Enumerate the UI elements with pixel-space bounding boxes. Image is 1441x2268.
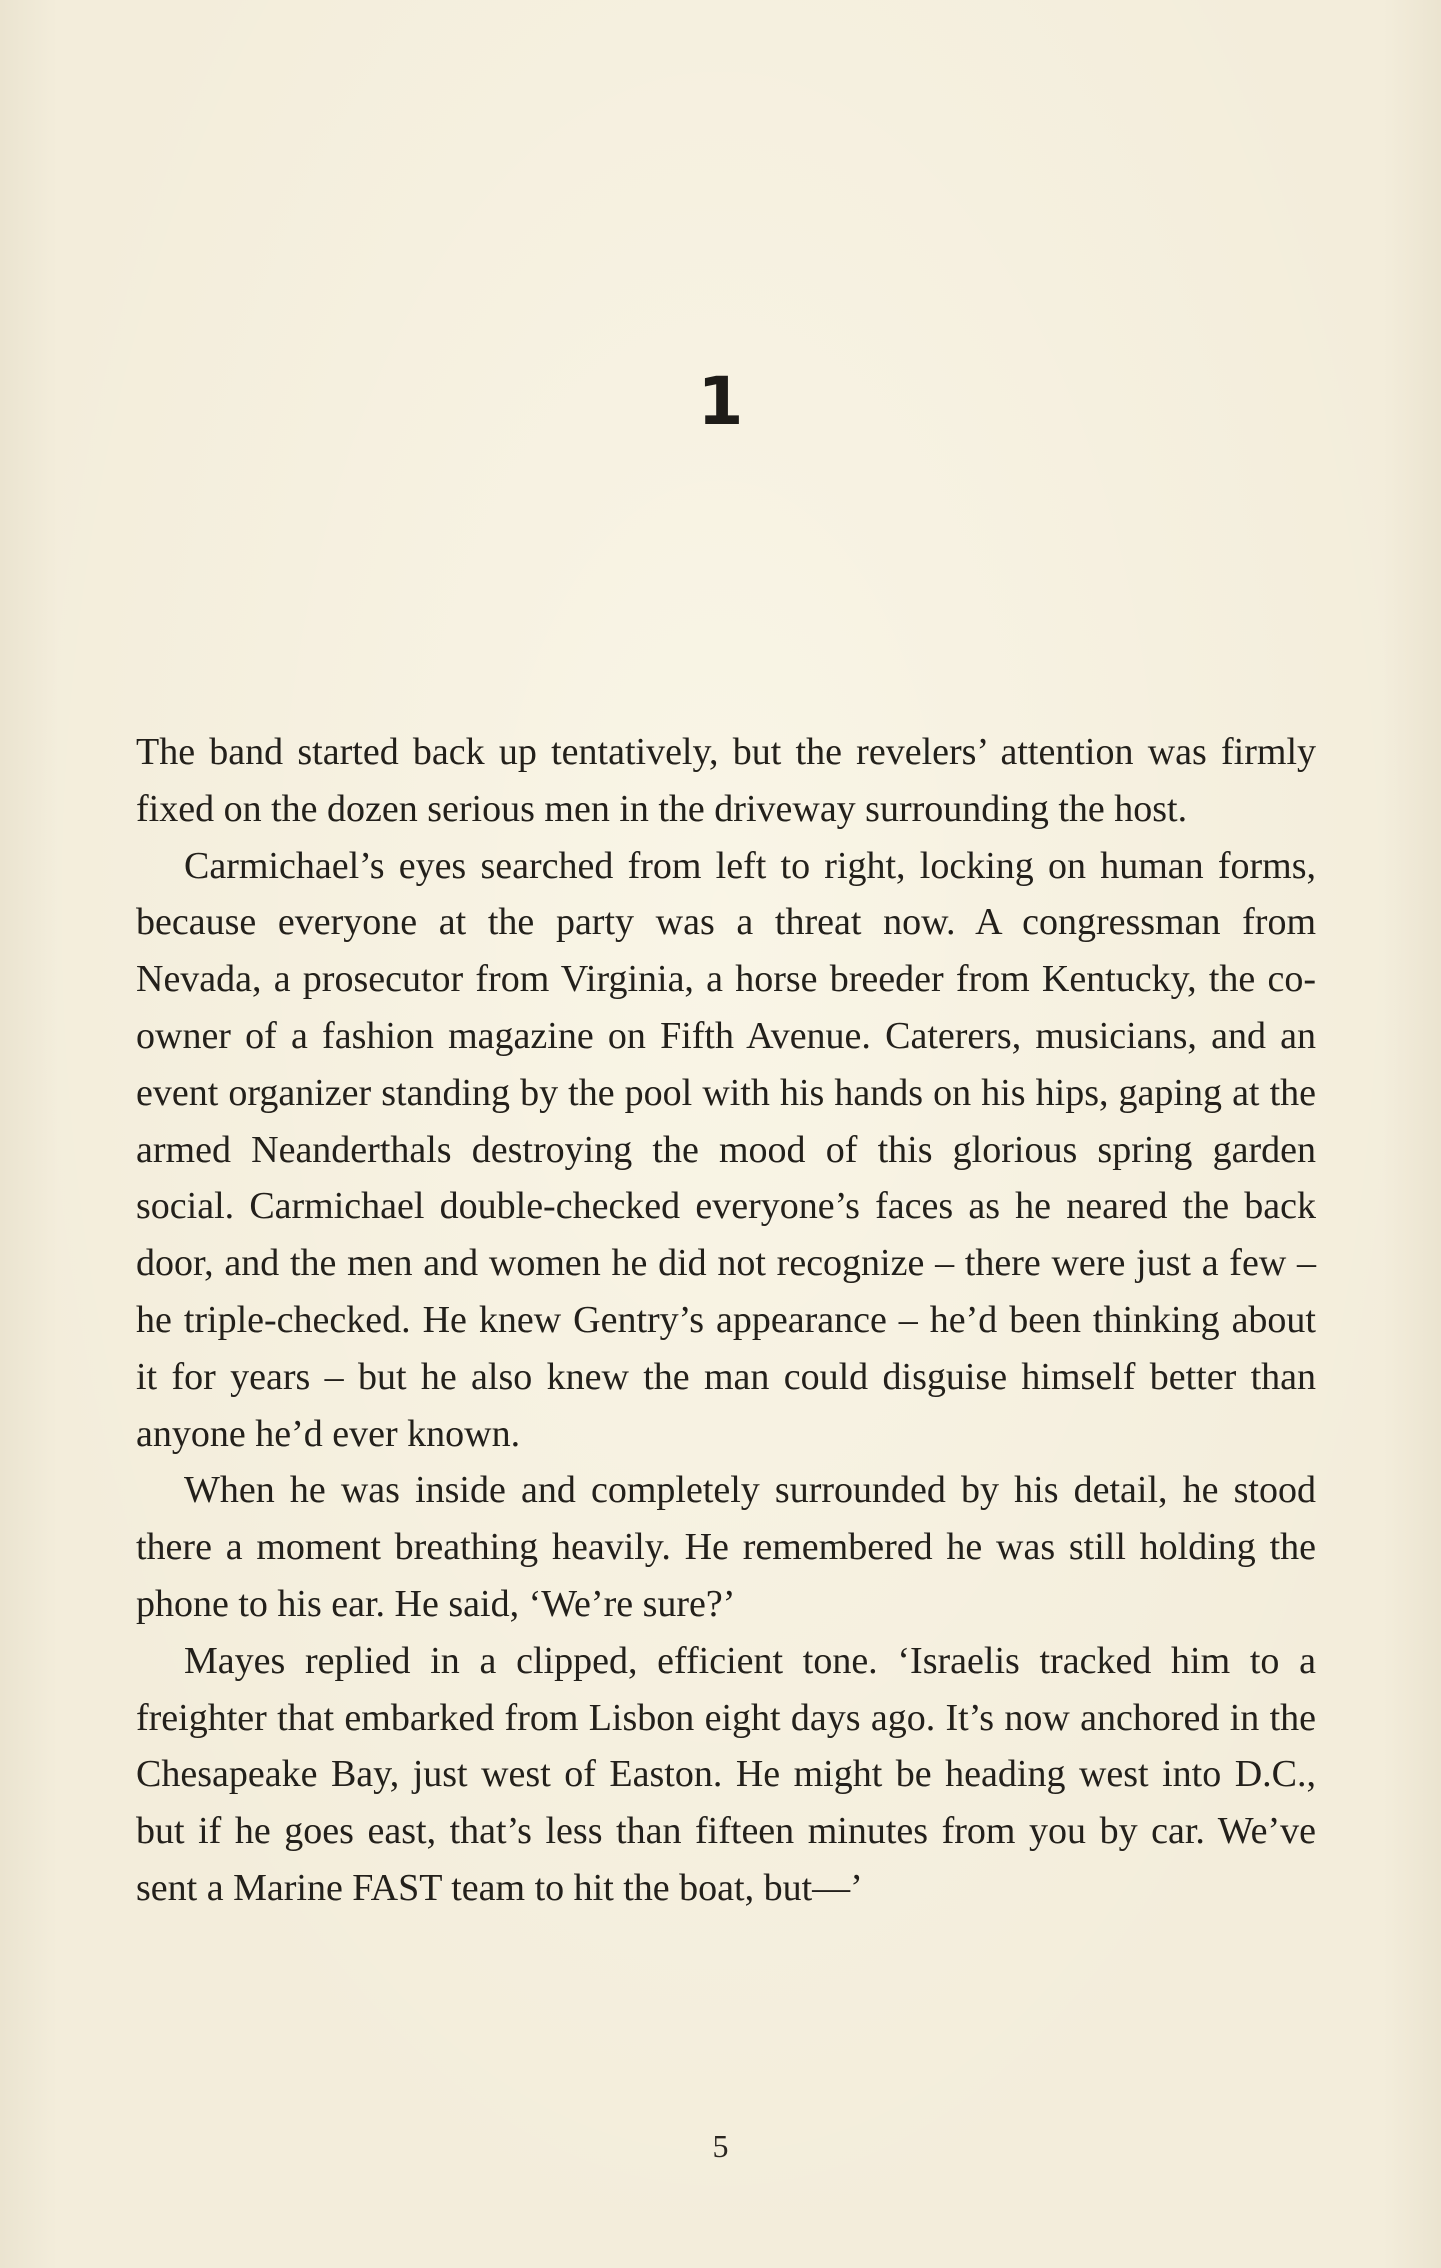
chapter-number: 1: [697, 363, 744, 440]
paragraph: The band started back up tentatively, but the revelers’ attention was firmly fixed on the dozen serious men in the driveway surrounding the host.: [136, 731, 1316, 830]
paragraph: Carmichael’s eyes searched from left to right, locking on human forms, because everyone at the party was a threat now. A congressman from Nevada, a prosecutor from Virginia, a horse breeder from Kentucky, the co-owner of a fashion magazine on Fifth Avenue. Caterers, musicians, and an event organizer standing by the pool with his hands on his hips, gaping at the armed Neanderthals destroying the mood of this glorious spring garden social. Carmichael double-checked everyone’s faces as he neared the back door, and the men and women he did not recognize – there were just a few – he triple-checked. He knew Gentry’s appearance – he’d been thinking about it for years – but he also knew the man could disguise himself better than anyone he’d ever known.: [136, 844, 1316, 1455]
page-number: 5: [712, 2128, 729, 2164]
paragraph: Mayes replied in a clipped, efficient tone. ‘Israelis tracked him to a freighter that embarked from Lisbon eight days ago. It’s now anchored in the Chesapeake Bay, just west of Easton. He might be heading west into D.C., but if he goes east, that’s less than fifteen minutes from you by car. We’ve sent a Marine FAST team to hit the boat, but—’: [136, 1639, 1316, 1909]
paragraph: When he was inside and completely surrounded by his detail, he stood there a moment breathing heavily. He remembered he was still holding the phone to his ear. He said, ‘We’re sure?’: [136, 1469, 1316, 1625]
chapter-body: [136, 724, 1316, 1917]
